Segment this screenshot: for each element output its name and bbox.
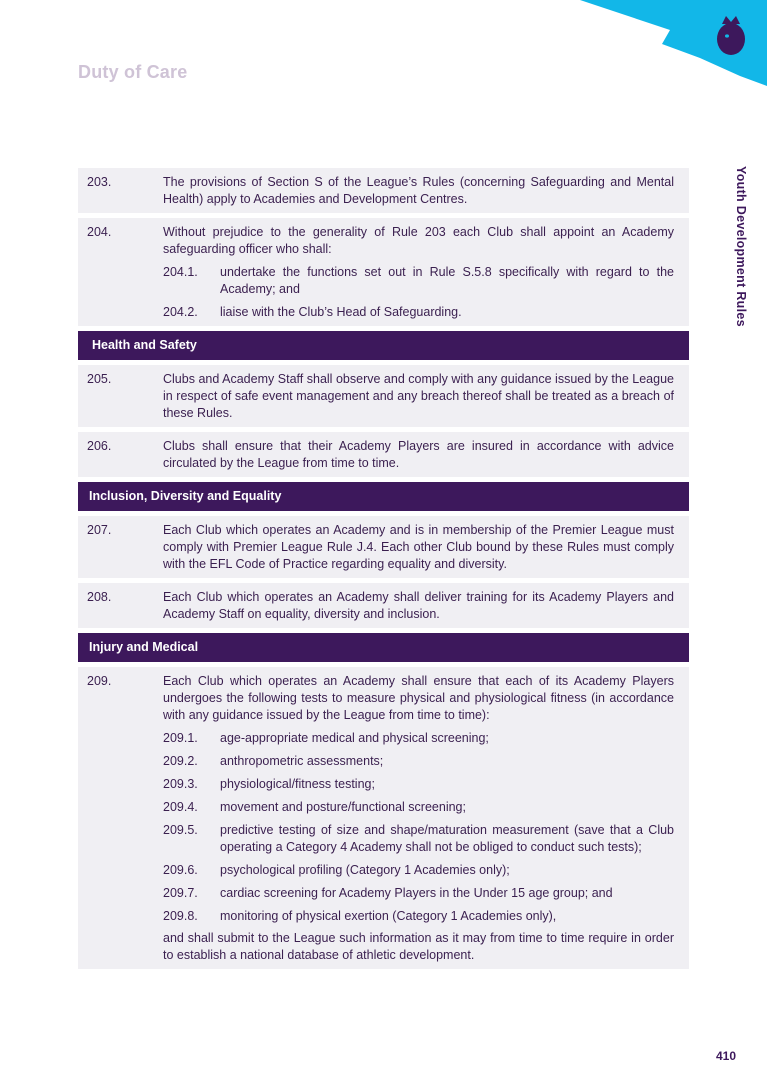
section-header-injury: Injury and Medical (78, 633, 689, 662)
rule-205 (78, 365, 689, 427)
sub-rule (163, 730, 674, 747)
rule-number: 203. (87, 175, 112, 189)
sub-rule-text: movement and posture/functional screening; (220, 800, 466, 814)
sub-rule-text: undertake the functions set out in Rule S.5.8 specifically with regard to the Academy; and (220, 265, 674, 296)
rule-number: 207. (87, 523, 112, 537)
sub-rule (163, 753, 674, 770)
sub-rule (163, 264, 674, 298)
rule-text: Each Club which operates an Academy shall ensure that each of its Academy Players undergoes the following tests to measure physical and physiological fitness (in accordance with any guidance issued by the League from time to time): (163, 674, 674, 722)
rule-number: 205. (87, 372, 112, 386)
rule-203 (78, 168, 689, 213)
side-section-label: Youth Development Rules (734, 166, 748, 327)
sub-rule-number: 209.3. (163, 777, 198, 791)
sub-rule-number: 204.1. (163, 265, 198, 279)
rules-table (78, 168, 689, 974)
sub-rule-number: 209.6. (163, 863, 198, 877)
rule-207 (78, 516, 689, 578)
sub-rule-text: psychological profiling (Category 1 Academies only); (220, 863, 510, 877)
sub-rule (163, 776, 674, 793)
rule-text: Each Club which operates an Academy shall deliver training for its Academy Players and Academy Staff on equality, diversity and inclusion. (163, 590, 674, 621)
sub-rule-text: age-appropriate medical and physical screening; (220, 731, 489, 745)
rule-text: Each Club which operates an Academy and is in membership of the Premier League must comply with Premier League Rule J.4. Each other Club bound by these Rules must comply with the EFL Code of Practice regarding equality and diversity. (163, 523, 674, 571)
sub-rule-number: 204.2. (163, 305, 198, 319)
sub-rule-text: anthropometric assessments; (220, 754, 384, 768)
sub-rule-text: physiological/fitness testing; (220, 777, 375, 791)
sub-rule (163, 908, 674, 925)
sub-rule-text: cardiac screening for Academy Players in the Under 15 age group; and (220, 886, 613, 900)
section-header-inclusion: Inclusion, Diversity and Equality (78, 482, 689, 511)
sub-rule-number: 209.7. (163, 886, 198, 900)
sub-rule-number: 209.8. (163, 909, 198, 923)
rule-number: 206. (87, 439, 112, 453)
rule-209 (78, 667, 689, 969)
sub-rule (163, 885, 674, 902)
rule-number: 208. (87, 590, 112, 604)
sub-rule-text: liaise with the Club’s Head of Safeguarding. (220, 305, 462, 319)
sub-rule (163, 304, 674, 321)
rule-closing-text: and shall submit to the League such information as it may from time to time require in order to establish a national database of athletic development. (163, 931, 674, 962)
rule-text: The provisions of Section S of the League’s Rules (concerning Safeguarding and Mental Health) apply to Academies and Development Centres. (163, 175, 674, 206)
page-number: 410 (716, 1049, 737, 1063)
rule-text: Without prejudice to the generality of Rule 203 each Club shall appoint an Academy safeguarding officer who shall: (163, 225, 674, 256)
sub-rule (163, 799, 674, 816)
sub-rule-number: 209.2. (163, 754, 198, 768)
sub-rule-text: monitoring of physical exertion (Category 1 Academies only), (220, 909, 557, 923)
rule-208 (78, 583, 689, 628)
rule-204 (78, 218, 689, 326)
page-title: Duty of Care (78, 62, 188, 82)
sub-rule-number: 209.4. (163, 800, 198, 814)
section-header-health: Health and Safety (78, 331, 689, 360)
sub-rule-number: 209.5. (163, 823, 198, 837)
rule-number: 209. (87, 674, 112, 688)
rule-text: Clubs shall ensure that their Academy Players are insured in accordance with advice circulated by the League from time to time. (163, 439, 674, 470)
sub-rule-number: 209.1. (163, 731, 198, 745)
rule-206 (78, 432, 689, 477)
corner-graphic (0, 0, 767, 120)
rule-text: Clubs and Academy Staff shall observe and comply with any guidance issued by the League in respect of safe event management and any breach thereof shall be treated as a breach of these Rules. (163, 372, 674, 420)
sub-rule (163, 862, 674, 879)
sub-rule-text: predictive testing of size and shape/maturation measurement (save that a Club operating a Category 4 Academy shall not be obliged to conduct such tests); (220, 823, 674, 854)
sub-rule (163, 822, 674, 856)
rule-number: 204. (87, 225, 112, 239)
